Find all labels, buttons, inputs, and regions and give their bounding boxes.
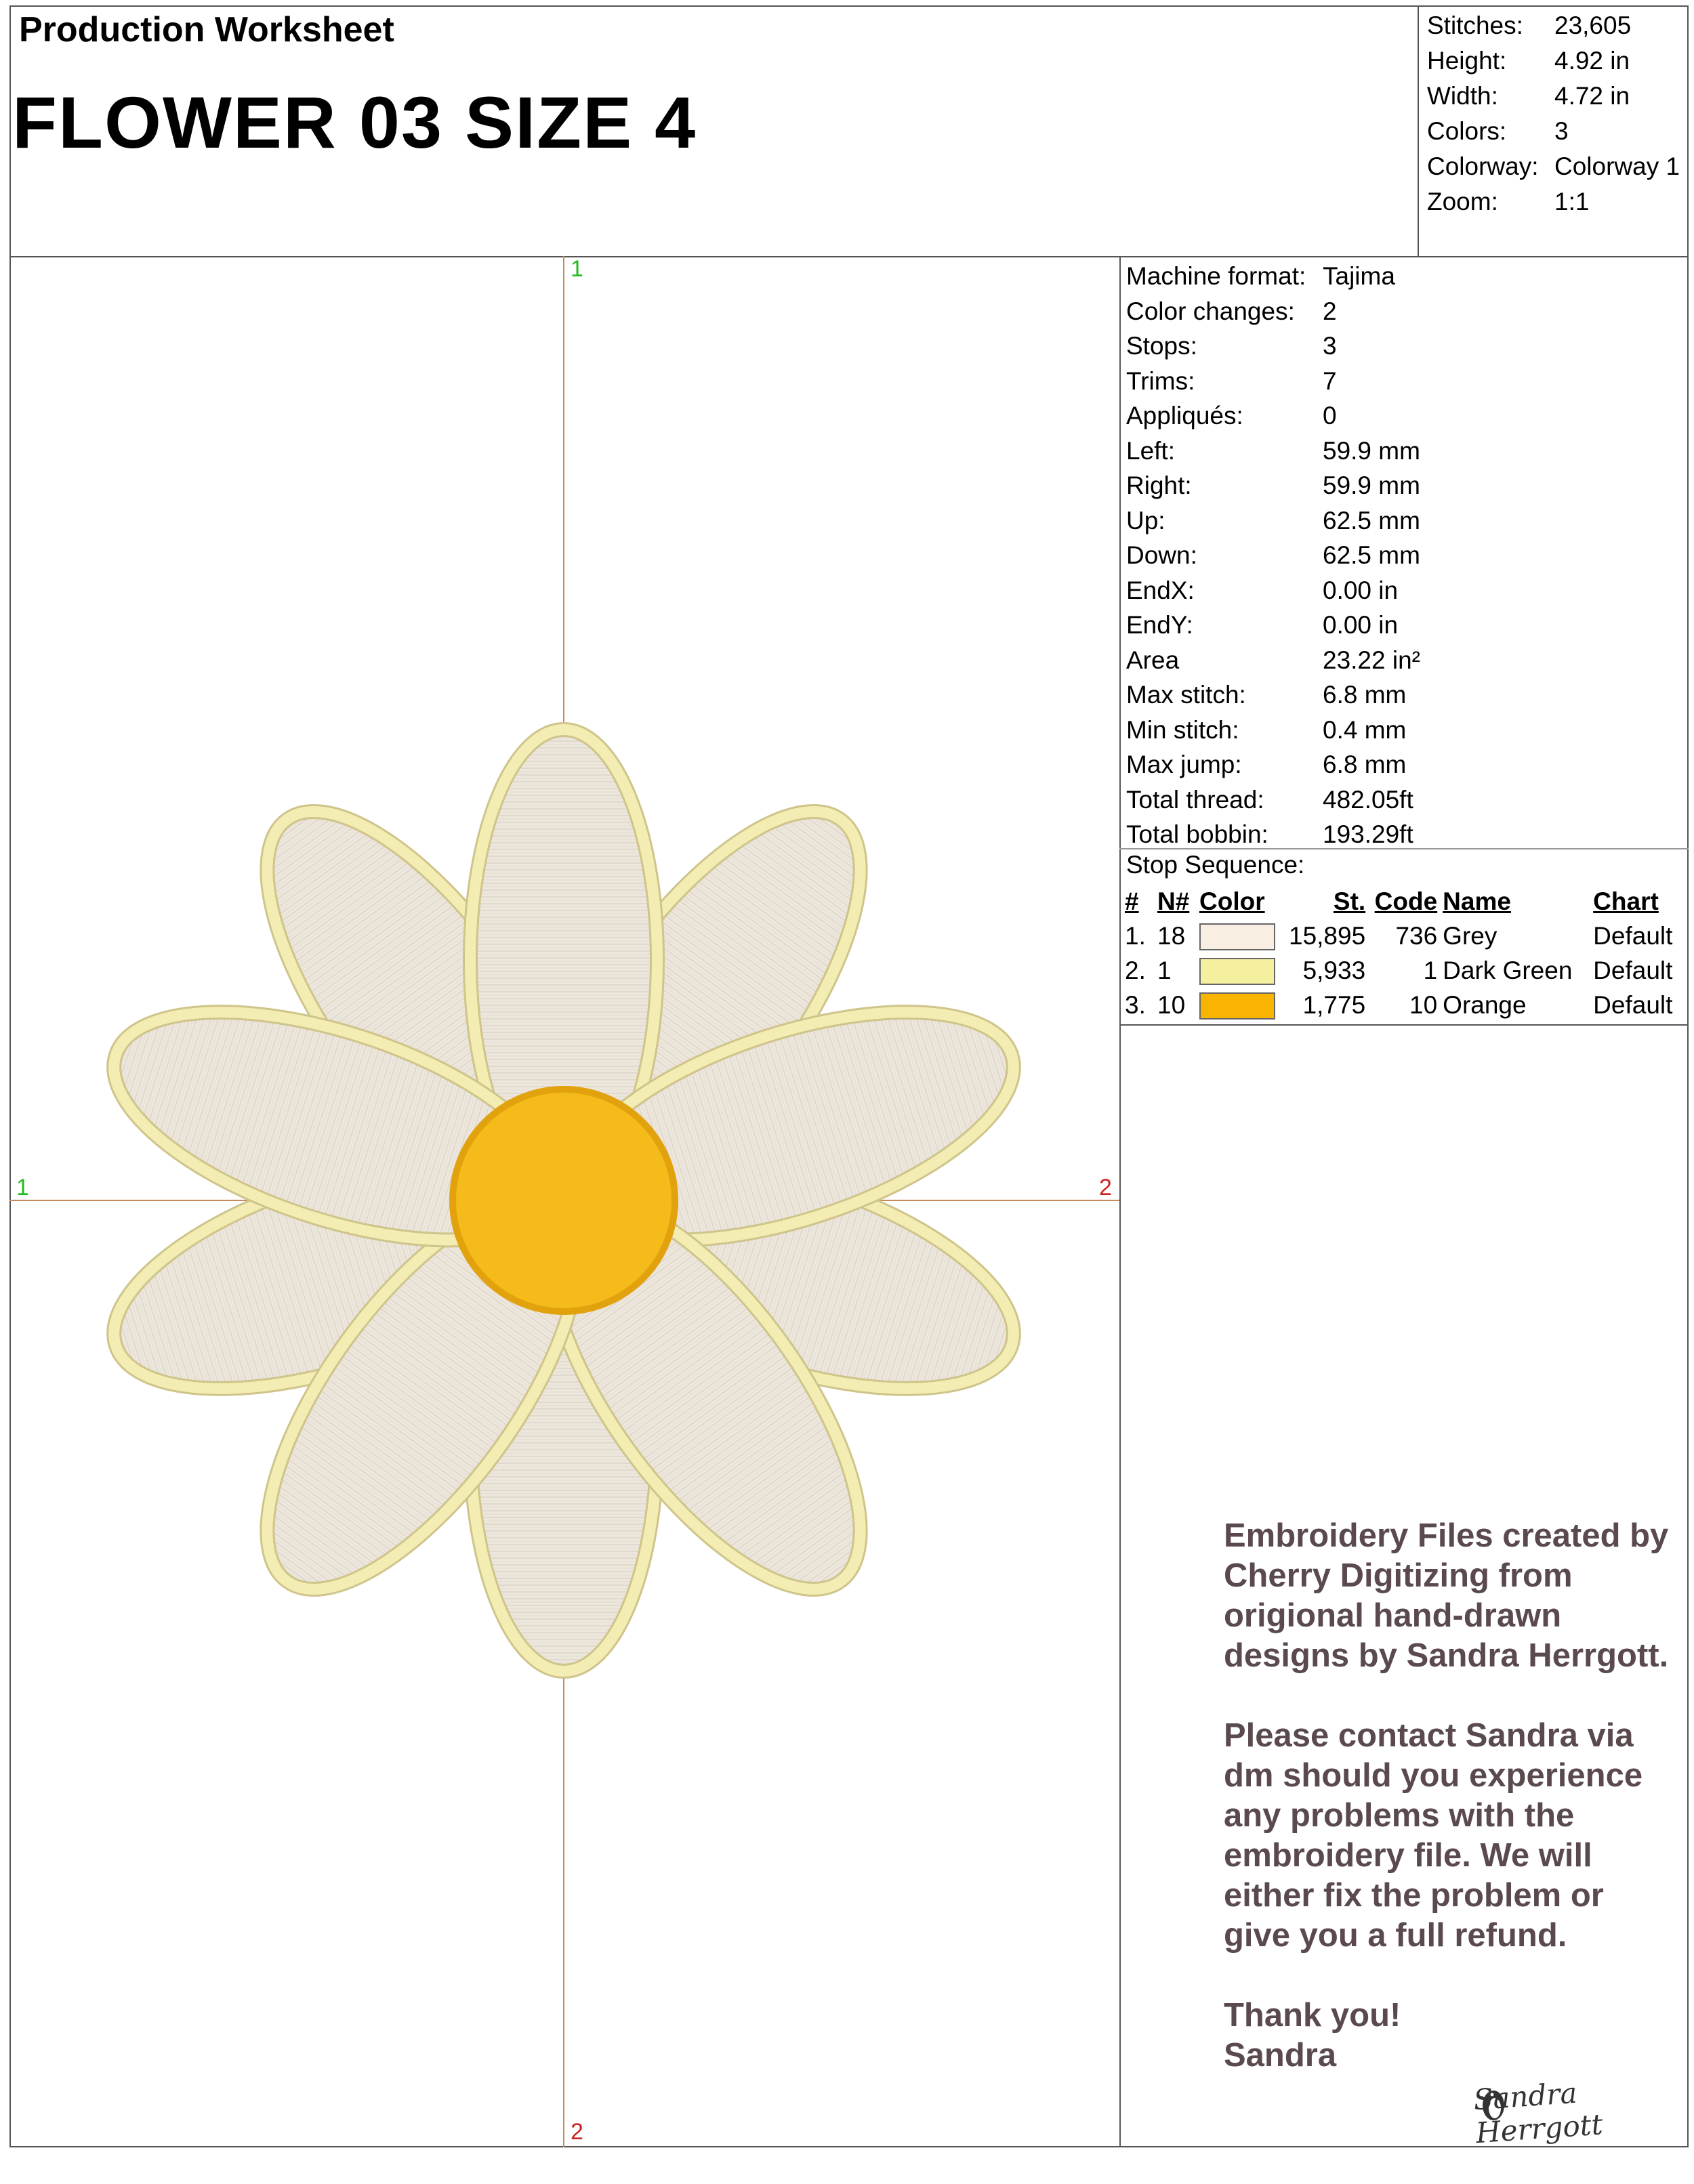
- seq-chart: Default: [1593, 956, 1673, 984]
- seq-chart: Default: [1593, 990, 1673, 1019]
- seq-code: 1: [1423, 956, 1438, 984]
- stop-sequence-title: Stop Sequence:: [1126, 851, 1305, 879]
- stats-value: 62.5 mm: [1323, 541, 1420, 569]
- seq-index: 3.: [1125, 990, 1146, 1019]
- seq-name: Dark Green: [1443, 956, 1573, 984]
- seq-color-swatch: [1197, 988, 1286, 1022]
- stats-value: 59.9 mm: [1323, 471, 1420, 499]
- stats-key: Left:: [1126, 436, 1175, 465]
- stats-value: 2: [1323, 297, 1337, 325]
- stats-value: 6.8 mm: [1323, 681, 1407, 709]
- stats-key: Min stitch:: [1126, 715, 1239, 744]
- summary-value: 23,605: [1554, 12, 1632, 39]
- col-name: Name: [1443, 887, 1511, 915]
- stop-sequence-header: [1122, 885, 1675, 919]
- summary-value: 4.92 in: [1554, 47, 1630, 75]
- stats-value: 0.00 in: [1323, 611, 1399, 639]
- stats-key: Trims:: [1126, 366, 1195, 395]
- notes-block: [1224, 1516, 1671, 2076]
- summary-key: Colorway:: [1427, 152, 1539, 180]
- seq-stitches: 15,895: [1289, 921, 1366, 950]
- stop-sequence-row: [1122, 919, 1675, 953]
- summary-key: Colors:: [1427, 117, 1507, 145]
- col-index: #: [1125, 887, 1139, 915]
- summary-key: Zoom:: [1427, 188, 1498, 215]
- summary-value: Colorway 1: [1554, 152, 1680, 180]
- summary-key: Width:: [1427, 82, 1498, 110]
- color-swatch: [1199, 992, 1275, 1020]
- seq-index: 1.: [1125, 921, 1146, 950]
- stats-key: Right:: [1126, 471, 1192, 499]
- stats-value: 482.05ft: [1323, 785, 1413, 814]
- panel-divider: [1119, 256, 1121, 2147]
- seq-stitches: 1,775: [1302, 990, 1366, 1019]
- summary-key: Stitches:: [1427, 12, 1523, 39]
- summary-value: 4.72 in: [1554, 82, 1630, 110]
- seq-name: Orange: [1443, 990, 1527, 1019]
- stop-sequence-row: [1122, 988, 1675, 1022]
- stats-key: Total bobbin:: [1126, 820, 1268, 848]
- stats-value: 0.4 mm: [1323, 715, 1407, 744]
- seq-color-swatch: [1197, 953, 1286, 988]
- stats-value: 59.9 mm: [1323, 436, 1420, 465]
- col-chart: Chart: [1593, 887, 1659, 915]
- seq-color-swatch: [1197, 919, 1286, 953]
- stats-value: 7: [1323, 366, 1337, 395]
- seq-index: 2.: [1125, 956, 1146, 984]
- flower-center: [453, 1089, 675, 1311]
- stats-value: 62.5 mm: [1323, 506, 1420, 534]
- stats-value: Tajima: [1323, 262, 1395, 290]
- seq-code: 10: [1409, 990, 1438, 1019]
- stats-key: Stops:: [1126, 332, 1197, 360]
- notes-credit: Embroidery Files created by Cherry Digitizing from origional hand-drawn designs by Sandra Herrgott.: [1224, 1517, 1669, 1674]
- summary-value: 3: [1554, 117, 1569, 145]
- stats-key: Max stitch:: [1126, 681, 1246, 709]
- stop-sequence-table: [1122, 885, 1675, 1022]
- stats-value: 0.00 in: [1323, 576, 1399, 604]
- stats-key: Max jump:: [1126, 751, 1242, 778]
- stats-key: Appliqués:: [1126, 402, 1243, 429]
- col-n: N#: [1157, 887, 1190, 915]
- axis-label-bottom: 2: [571, 2119, 583, 2145]
- stats-key: EndY:: [1126, 611, 1193, 639]
- stats-key: Area: [1126, 646, 1180, 674]
- stats-key: Color changes:: [1126, 297, 1295, 325]
- design-title: FLOWER 03 SIZE 4: [12, 81, 697, 163]
- seq-needle: 18: [1157, 921, 1186, 950]
- summary-key: Height:: [1427, 47, 1507, 75]
- axis-label-top: 1: [571, 256, 583, 282]
- stats-value: 0: [1323, 402, 1337, 429]
- seq-code: 736: [1395, 921, 1438, 950]
- stats-key: Total thread:: [1126, 785, 1264, 814]
- signature: Sandra Herrgott: [1472, 2076, 1604, 2150]
- seq-stitches: 5,933: [1302, 956, 1366, 984]
- stats-key: Down:: [1126, 541, 1197, 569]
- notes-sign-off: Sandra: [1224, 2037, 1337, 2074]
- stats-value: 3: [1323, 332, 1337, 360]
- summary-divider: [1418, 5, 1419, 257]
- notes-contact: Please contact Sandra via dm should you experience any problems with the embroidery file. We will either fix the problem or give you a full refund.: [1224, 1717, 1643, 1954]
- summary-value: 1:1: [1554, 188, 1590, 215]
- color-swatch: [1199, 923, 1275, 950]
- stop-sequence-row: [1122, 953, 1675, 988]
- col-color: Color: [1199, 887, 1265, 915]
- stats-key: Up:: [1126, 506, 1165, 534]
- axis-label-left: 1: [16, 1175, 29, 1200]
- col-st: St.: [1333, 887, 1366, 915]
- stats-key: Machine format:: [1126, 262, 1306, 290]
- seq-name: Grey: [1443, 921, 1497, 950]
- color-swatch: [1199, 958, 1275, 985]
- axis-label-right: 2: [1099, 1175, 1112, 1200]
- stats-value: 23.22 in²: [1323, 646, 1420, 674]
- seq-needle: 10: [1157, 990, 1186, 1019]
- stats-value: 193.29ft: [1323, 820, 1413, 848]
- worksheet-label: Production Worksheet: [19, 10, 394, 49]
- seq-chart: Default: [1593, 921, 1673, 950]
- design-preview: [9, 256, 1119, 2147]
- stats-key: EndX:: [1126, 576, 1195, 604]
- seq-needle: 1: [1157, 956, 1172, 984]
- col-code: Code: [1374, 887, 1438, 915]
- notes-thanks: Thank you!: [1224, 1997, 1401, 2034]
- stats-value: 6.8 mm: [1323, 751, 1407, 778]
- sequence-divider: [1119, 1024, 1689, 1026]
